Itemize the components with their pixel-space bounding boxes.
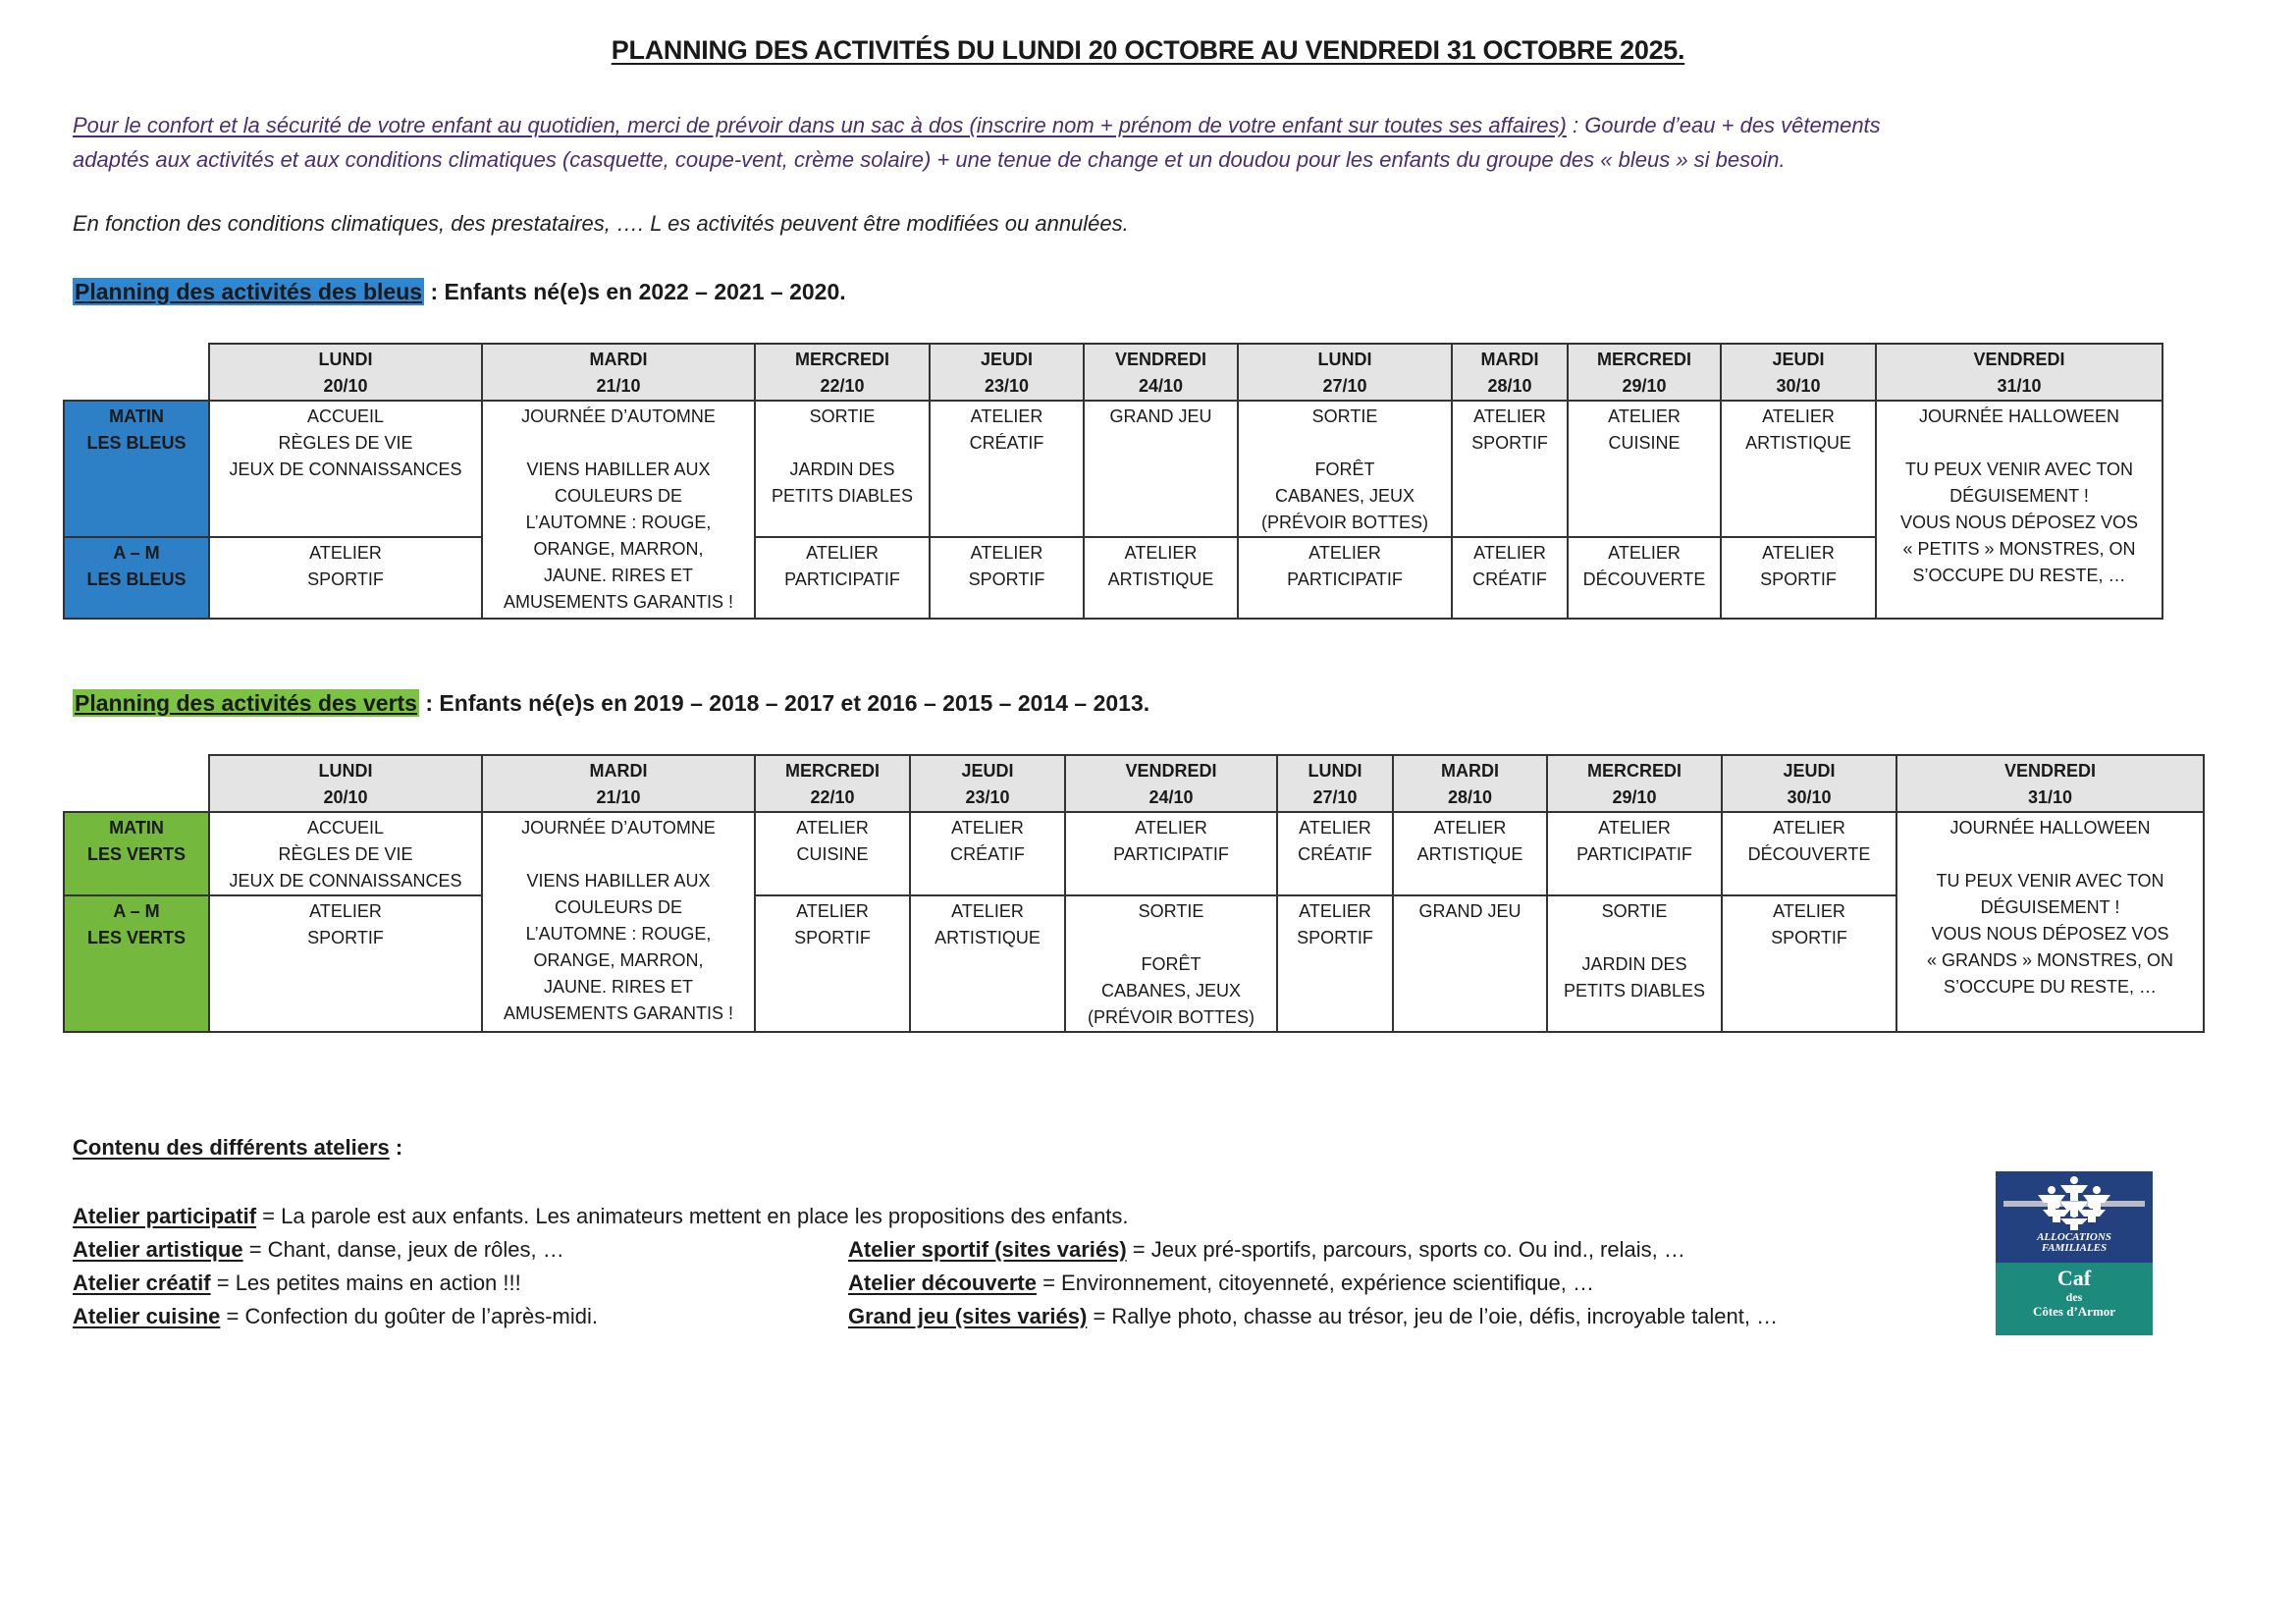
caf-logo-text	[1996, 1232, 2153, 1254]
bleus-heading-highlight: Planning des activités des bleus	[75, 279, 423, 304]
activity-cell: GRAND JEU	[1393, 895, 1547, 1032]
day-header	[930, 344, 1084, 401]
activity-cell: ATELIER PARTICIPATIF	[1547, 812, 1722, 895]
day-date: 29/10	[1622, 376, 1667, 396]
day-header	[482, 755, 755, 812]
caf-logo-name	[1996, 1263, 2153, 1335]
day-date: 24/10	[1148, 787, 1194, 807]
atelier-definition	[848, 1233, 1778, 1267]
bleus-heading	[73, 279, 846, 305]
activity-cell: ATELIER PARTICIPATIF	[1065, 812, 1277, 895]
atelier-term: Grand jeu (sites variés)	[848, 1304, 1088, 1328]
atelier-desc: = Jeux pré-sportifs, parcours, sports co. Ou ind., relais, …	[1126, 1237, 1685, 1262]
day-header	[482, 344, 755, 401]
day-header	[1722, 755, 1896, 812]
day-header	[1568, 344, 1721, 401]
day-name: MARDI	[1480, 350, 1539, 369]
activity-cell: ATELIER CUISINE	[1568, 401, 1721, 537]
day-header	[1065, 755, 1277, 812]
am-row-label: A – M LES VERTS	[64, 895, 209, 1032]
day-name: LUNDI	[318, 761, 373, 781]
verts-heading-rest: : Enfants né(e)s en 2019 – 2018 – 2017 et 2016 – 2015 – 2014 – 2013.	[418, 690, 1150, 716]
logo-line1: ALLOCATIONS	[2037, 1231, 2111, 1243]
day-name: JEUDI	[961, 761, 1014, 781]
activity-cell: ACCUEIL RÈGLES DE VIE JEUX DE CONNAISSANCES	[209, 401, 482, 537]
day-header	[1896, 755, 2204, 812]
ateliers-heading	[73, 1131, 402, 1164]
day-date: 31/10	[1997, 376, 2042, 396]
logo-region: Côtes d’Armor	[2032, 1304, 2116, 1319]
logo-line2: FAMILIALES	[2041, 1242, 2108, 1254]
day-header	[1084, 344, 1238, 401]
day-header	[1238, 344, 1452, 401]
ateliers-heading-text: Contenu des différents ateliers	[73, 1135, 390, 1160]
activity-cell: SORTIE JARDIN DES PETITS DIABLES	[755, 401, 930, 537]
matin-row-label: MATIN LES VERTS	[64, 812, 209, 895]
day-date: 28/10	[1447, 787, 1493, 807]
activity-cell: ATELIER ARTISTIQUE	[1721, 401, 1876, 537]
activity-cell: ATELIER PARTICIPATIF	[755, 537, 930, 619]
day-header	[1721, 344, 1876, 401]
am-row-label: A – M LES BLEUS	[64, 537, 209, 619]
am-row	[64, 537, 2163, 619]
bleus-heading-rest: : Enfants né(e)s en 2022 – 2021 – 2020.	[424, 279, 846, 304]
caf-logo	[1996, 1171, 2153, 1335]
day-date: 23/10	[984, 376, 1030, 396]
atelier-desc: = Confection du goûter de l’après-midi.	[220, 1304, 598, 1328]
intro-line2: adaptés aux activités et aux conditions climatiques (casquette, coupe-vent, crème solaire) + une tenue de change et un doudou pour les enfants du groupe des « bleus » si besoin.	[73, 147, 1786, 172]
activity-cell: JOURNÉE HALLOWEEN TU PEUX VENIR AVEC TON DÉGUISEMENT ! VOUS NOUS DÉPOSEZ VOS « GRANDS » MONSTRES, ON S’OCCUPE DU RESTE, …	[1896, 812, 2204, 1032]
day-name: VENDREDI	[1125, 761, 1217, 781]
atelier-definition	[848, 1300, 1778, 1333]
ateliers-right-column	[848, 1233, 1778, 1333]
day-date: 20/10	[323, 787, 368, 807]
intro-rest: : Gourde d’eau + des vêtements	[1566, 113, 1881, 137]
day-name: JEUDI	[1772, 350, 1825, 369]
matin-row	[64, 401, 2163, 537]
day-header	[1277, 755, 1393, 812]
activity-cell: ATELIER SPORTIF	[1277, 895, 1393, 1032]
day-name: MERCREDI	[784, 761, 880, 781]
activity-cell: ATELIER SPORTIF	[1452, 401, 1568, 537]
activity-cell: ATELIER CRÉATIF	[1452, 537, 1568, 619]
day-name: MARDI	[1441, 761, 1499, 781]
activity-cell: ATELIER CRÉATIF	[1277, 812, 1393, 895]
corner-cell	[64, 344, 209, 401]
day-date: 20/10	[323, 376, 368, 396]
activity-cell: ATELIER SPORTIF	[755, 895, 910, 1032]
day-date: 31/10	[2027, 787, 2073, 807]
atelier-term: Atelier participatif	[73, 1204, 257, 1228]
day-header	[1547, 755, 1722, 812]
page-title: PLANNING DES ACTIVITÉS DU LUNDI 20 OCTOBRE AU VENDREDI 31 OCTOBRE 2025.	[611, 35, 1685, 65]
ateliers-heading-suffix: :	[389, 1135, 403, 1160]
logo-des: des	[2065, 1290, 2083, 1304]
day-name: LUNDI	[318, 350, 373, 369]
activity-cell: SORTIE FORÊT CABANES, JEUX (PRÉVOIR BOTTES)	[1065, 895, 1277, 1032]
day-date: 21/10	[596, 376, 641, 396]
atelier-term: Atelier sportif (sites variés)	[848, 1237, 1127, 1262]
activity-cell: ATELIER CRÉATIF	[930, 401, 1084, 537]
atelier-term: Atelier artistique	[73, 1237, 243, 1262]
header-row	[64, 755, 2204, 812]
day-name: LUNDI	[1317, 350, 1372, 369]
atelier-definition	[73, 1233, 598, 1267]
day-name: JEUDI	[980, 350, 1033, 369]
activity-cell: ATELIER SPORTIF	[209, 895, 482, 1032]
verts-schedule-table	[63, 754, 2205, 1033]
day-header	[1452, 344, 1568, 401]
activity-cell: JOURNÉE D’AUTOMNE VIENS HABILLER AUX COULEURS DE L’AUTOMNE : ROUGE, ORANGE, MARRON, JAUNE. RIRES ET AMUSEMENTS GARANTIS !	[482, 812, 755, 1032]
activity-cell: ATELIER ARTISTIQUE	[1084, 537, 1238, 619]
modification-note: En fonction des conditions climatiques, des prestataires, …. L es activités peuvent être modifiées ou annulées.	[73, 211, 1129, 236]
activity-cell: ATELIER CUISINE	[755, 812, 910, 895]
activity-cell: ATELIER SPORTIF	[209, 537, 482, 619]
day-date: 27/10	[1312, 787, 1358, 807]
day-name: MERCREDI	[794, 350, 889, 369]
activity-cell: JOURNÉE HALLOWEEN TU PEUX VENIR AVEC TON DÉGUISEMENT ! VOUS NOUS DÉPOSEZ VOS « PETITS » MONSTRES, ON S’OCCUPE DU RESTE, …	[1876, 401, 2163, 619]
atelier-desc: = Chant, danse, jeux de rôles, …	[242, 1237, 564, 1262]
header-row	[64, 344, 2163, 401]
activity-cell: ATELIER DÉCOUVERTE	[1568, 537, 1721, 619]
day-date: 29/10	[1612, 787, 1657, 807]
intro-underlined: Pour le confort et la sécurité de votre enfant au quotidien, merci de prévoir dans un sac à dos (inscrire nom + prénom de votre enfant sur toutes ses affaires)	[73, 113, 1567, 137]
bleus-schedule-table	[63, 343, 2163, 620]
day-name: JEUDI	[1783, 761, 1836, 781]
corner-cell	[64, 755, 209, 812]
matin-row	[64, 812, 2204, 895]
activity-cell: JOURNÉE D’AUTOMNE VIENS HABILLER AUX COULEURS DE L’AUTOMNE : ROUGE, ORANGE, MARRON, JAUNE. RIRES ET AMUSEMENTS GARANTIS !	[482, 401, 755, 619]
activity-cell: SORTIE JARDIN DES PETITS DIABLES	[1547, 895, 1722, 1032]
families-icon	[1996, 1171, 2153, 1230]
day-date: 22/10	[810, 787, 855, 807]
day-name: MARDI	[589, 761, 648, 781]
logo-caf: Caf	[2056, 1266, 2092, 1290]
ateliers-left-column	[73, 1233, 598, 1333]
atelier-desc: = Environnement, citoyenneté, expérience scientifique, …	[1036, 1271, 1595, 1295]
activity-cell: ATELIER PARTICIPATIF	[1238, 537, 1452, 619]
atelier-definition	[848, 1267, 1778, 1300]
atelier-desc: = Rallye photo, chasse au trésor, jeu de l’oie, défis, incroyable talent, …	[1087, 1304, 1779, 1328]
verts-heading-highlight: Planning des activités des verts	[75, 690, 417, 716]
day-name: VENDREDI	[2003, 761, 2096, 781]
activity-cell: SORTIE FORÊT CABANES, JEUX (PRÉVOIR BOTTES)	[1238, 401, 1452, 537]
atelier-desc: = La parole est aux enfants. Les animateurs mettent en place les propositions des enfants.	[256, 1204, 1129, 1228]
activity-cell: ATELIER SPORTIF	[1722, 895, 1896, 1032]
day-header	[755, 344, 930, 401]
activity-cell: ATELIER CRÉATIF	[910, 812, 1065, 895]
activity-cell: ACCUEIL RÈGLES DE VIE JEUX DE CONNAISSANCES	[209, 812, 482, 895]
atelier-desc: = Les petites mains en action !!!	[210, 1271, 521, 1295]
activity-cell: ATELIER ARTISTIQUE	[910, 895, 1065, 1032]
day-header	[209, 344, 482, 401]
day-header	[1876, 344, 2163, 401]
intro-paragraph	[73, 108, 2222, 177]
day-date: 28/10	[1487, 376, 1532, 396]
activity-cell: ATELIER ARTISTIQUE	[1393, 812, 1547, 895]
day-header	[1393, 755, 1547, 812]
day-name: MERCREDI	[1586, 761, 1682, 781]
day-header	[755, 755, 910, 812]
am-row	[64, 895, 2204, 1032]
day-name: MERCREDI	[1596, 350, 1691, 369]
day-date: 27/10	[1322, 376, 1367, 396]
day-date: 24/10	[1138, 376, 1184, 396]
day-date: 22/10	[820, 376, 865, 396]
day-name: VENDREDI	[1973, 350, 2065, 369]
matin-row-label: MATIN LES BLEUS	[64, 401, 209, 537]
verts-heading	[73, 690, 1149, 717]
atelier-term: Atelier découverte	[848, 1271, 1037, 1295]
atelier-definition	[73, 1300, 598, 1333]
activity-cell: ATELIER SPORTIF	[1721, 537, 1876, 619]
activity-cell: ATELIER SPORTIF	[930, 537, 1084, 619]
atelier-definition	[73, 1267, 598, 1300]
day-header	[209, 755, 482, 812]
day-name: VENDREDI	[1114, 350, 1206, 369]
day-name: LUNDI	[1308, 761, 1362, 781]
caf-logo-emblem	[1996, 1171, 2153, 1263]
day-date: 23/10	[965, 787, 1010, 807]
day-header	[910, 755, 1065, 812]
atelier-term: Atelier créatif	[73, 1271, 211, 1295]
day-date: 30/10	[1787, 787, 1832, 807]
day-date: 21/10	[596, 787, 641, 807]
day-date: 30/10	[1776, 376, 1821, 396]
day-name: MARDI	[589, 350, 648, 369]
activity-cell: GRAND JEU	[1084, 401, 1238, 537]
atelier-definition	[73, 1200, 1129, 1233]
atelier-term: Atelier cuisine	[73, 1304, 221, 1328]
activity-cell: ATELIER DÉCOUVERTE	[1722, 812, 1896, 895]
